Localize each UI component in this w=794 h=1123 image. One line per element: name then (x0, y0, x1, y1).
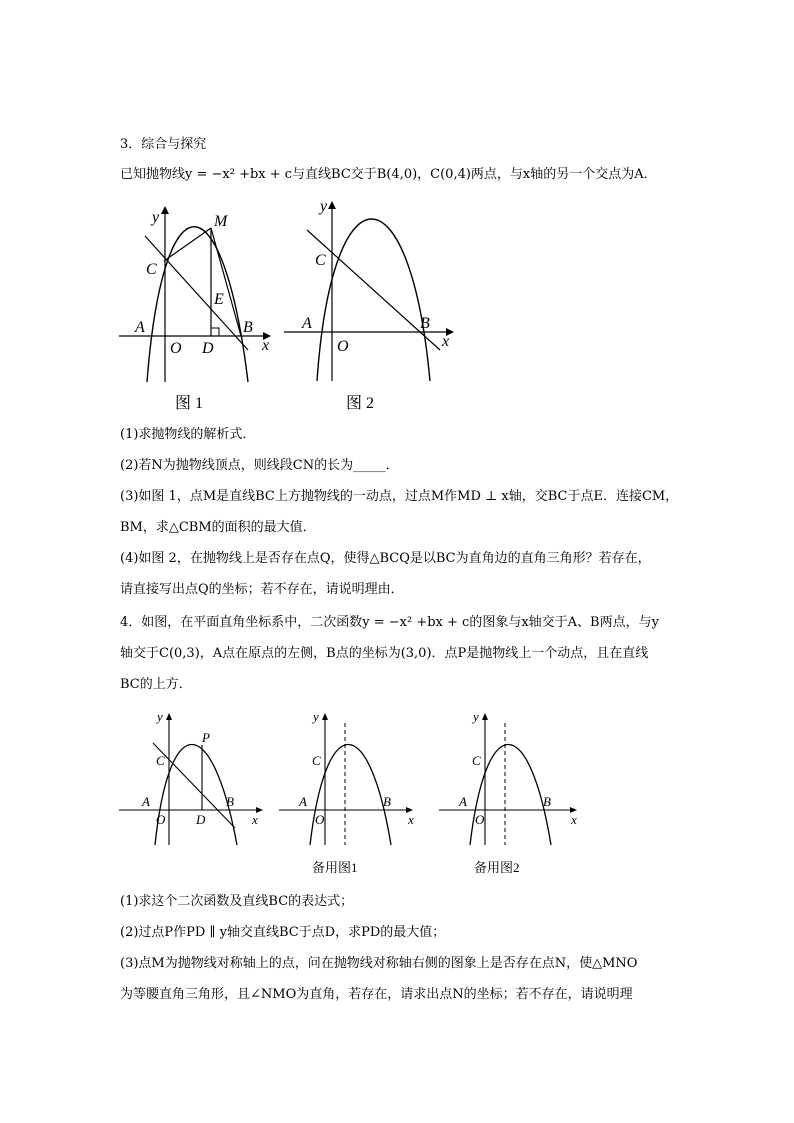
caption: 备用图1 (312, 860, 358, 875)
label-a: A (135, 319, 145, 336)
label-c: C (146, 261, 157, 278)
q4-intro-line1: 4．如图，在平面直角坐标系中，二次函数y = −x² +bx + c的图象与x轴交于A、B两点，与y (120, 615, 659, 630)
q3-part2: (2)若N为抛物线顶点，则线段CN的长为_____． (120, 458, 399, 473)
q3-part4-line1: (4)如图 2，在抛物线上是否存在点Q，使得△BCQ是以BC为直角边的直角三角形？若存在， (120, 551, 651, 566)
label-x: x (262, 337, 270, 354)
label-d: D (196, 812, 206, 827)
q3-intro: 已知抛物线y = −x² +bx + c与直线BC交于B(4,0)，C(0,4)两点，与x轴的另一个交点为A． (120, 167, 657, 182)
label-a: A (459, 794, 467, 809)
label-o: O (156, 812, 166, 827)
q4-figure-main (117, 705, 277, 855)
parabola (147, 227, 248, 382)
label-d: D (202, 340, 214, 357)
label-a: A (302, 315, 312, 332)
y-axis-arrow (322, 713, 328, 720)
label-y: y (157, 709, 163, 724)
figure-2 (282, 195, 462, 412)
q4-intro-line2: 轴交于C(0,3)，A点在原点的左侧，B点的坐标为(3,0)．点P是抛物线上一个动点，且在直线 (120, 646, 649, 661)
q4-figure-backup-2 (437, 705, 597, 885)
caption: 备用图2 (474, 860, 520, 875)
q3-heading: 3．综合与探究 (120, 137, 207, 152)
y-axis-arrow (482, 713, 488, 720)
label-a: A (299, 794, 307, 809)
q3-part1: (1)求抛物线的解析式． (120, 427, 256, 442)
q4-part3-line1: (3)点M为抛物线对称轴上的点，问在抛物线对称轴右侧的图象上是否存在点N，使△MNO (120, 956, 638, 971)
label-b: B (226, 794, 234, 809)
label-x: x (571, 812, 577, 827)
parabola (310, 745, 391, 846)
y-axis-arrow (328, 201, 336, 209)
label-o: O (170, 340, 182, 357)
label-o: O (315, 812, 325, 827)
label-b: B (543, 794, 551, 809)
label-p: P (202, 730, 210, 745)
label-x: x (442, 333, 450, 350)
label-o: O (475, 812, 485, 827)
y-axis-arrow (161, 206, 169, 214)
parabola (317, 219, 430, 381)
label-c: C (472, 753, 481, 768)
q3-part3-line1: (3)如图 1，点M是直线BC上方抛物线的一动点，过点M作MD ⊥ x轴，交BC于点E．连接CM， (120, 489, 679, 504)
label-c: C (315, 252, 326, 269)
label-y: y (152, 209, 160, 226)
label-b: B (420, 315, 430, 332)
label-b: B (383, 794, 391, 809)
label-m: M (214, 213, 228, 230)
label-a: A (142, 794, 150, 809)
caption: 图 1 (175, 395, 204, 412)
parabola (155, 745, 237, 846)
q4-part1: (1)求这个二次函数及直线BC的表达式； (120, 894, 354, 909)
label-c: C (156, 753, 165, 768)
caption: 图 2 (346, 395, 375, 412)
q3-part3-line2: BM，求△CBM的面积的最大值． (120, 520, 316, 535)
segment-mb (211, 228, 241, 336)
label-x: x (408, 812, 414, 827)
label-c: C (312, 753, 321, 768)
label-x: x (252, 812, 258, 827)
segment-cm (164, 228, 211, 261)
q4-intro-line3: BC的上方． (120, 677, 192, 692)
y-axis-arrow (166, 713, 172, 720)
q4-figure-backup-1 (277, 705, 437, 885)
parabola (470, 745, 551, 846)
label-y: y (320, 198, 328, 215)
label-y: y (313, 709, 319, 724)
label-o: O (337, 338, 349, 355)
label-e: E (214, 291, 224, 308)
right-angle-mark (211, 328, 219, 336)
q3-part4-line2: 请直接写出点Q的坐标；若不存在，请说明理由． (120, 582, 404, 597)
figure-1 (115, 200, 285, 412)
label-y: y (473, 709, 479, 724)
label-b: B (243, 319, 253, 336)
q4-part3-line2: 为等腰直角三角形，且∠NMO为直角，若存在，请求出点N的坐标；若不存在，请说明理 (120, 987, 633, 1002)
q4-part2: (2)过点P作PD ∥ y轴交直线BC于点D，求PD的最大值； (120, 925, 446, 940)
